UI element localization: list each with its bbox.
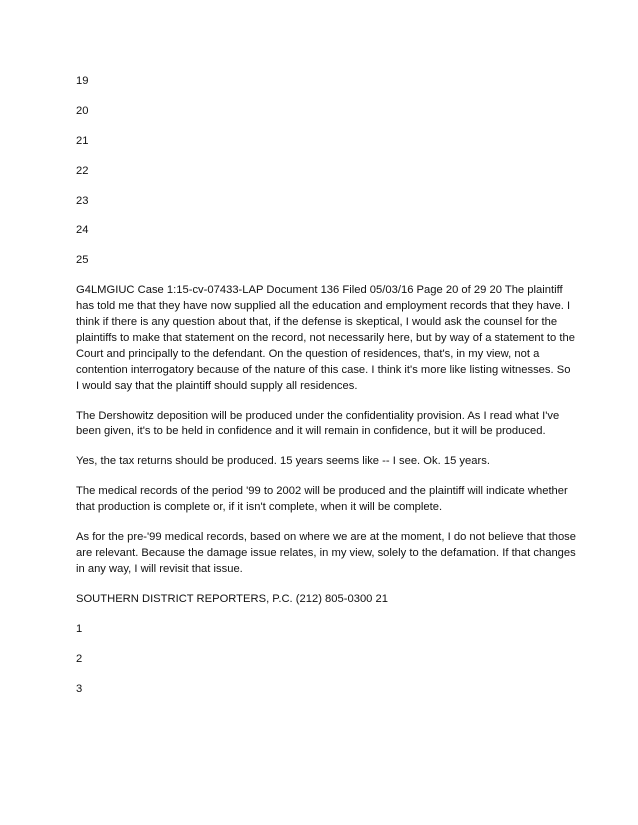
line-number: 3: [76, 682, 83, 695]
line-number: 20: [76, 104, 89, 117]
page-content: [76, 74, 576, 711]
line-number: 25: [76, 254, 89, 267]
transcript-paragraph-pre-99-records: As for the pre-'99 medical records, based on where we are at the moment, I do not believe that those are relevant. Because the damage issue relates, in my view, solely to the defamation. If that changes in any way, I will revisit that issue.: [76, 531, 577, 575]
transcript-paragraph-medical-records: The medical records of the period '99 to 2002 will be produced and the plaintiff will indicate whether that production is complete or, if it isn't complete, when it will be complete.: [76, 485, 568, 514]
line-number: 2: [76, 652, 83, 665]
line-number: 24: [76, 224, 89, 237]
reporter-footer: SOUTHERN DISTRICT REPORTERS, P.C. (212) 805-0300 21: [76, 592, 388, 605]
line-number: 19: [76, 75, 89, 87]
transcript-paragraph-header-ruling: G4LMGIUC Case 1:15-cv-07433-LAP Document 136 Filed 05/03/16 Page 20 of 29 20 The plaintiff has told me that they have now supplied all the education and employment records that they have. I think if there is any question about that, if the defense is skeptical, I would ask the counsel for the plaintiffs to make that statement on the record, not necessarily here, but by way of a statement to the Court and principally to the defendant. On the question of residences, that's, in my view, not a contention interrogatory because of the nature of this case. I think it's more like listing witnesses. So I would say that the plaintiff should supply all residences.: [76, 284, 575, 392]
transcript-paragraph-tax-returns: Yes, the tax returns should be produced. 15 years seems like -- I see. Ok. 15 years.: [76, 455, 490, 468]
line-number: 23: [76, 194, 89, 207]
line-number: 1: [76, 622, 83, 635]
transcript-paragraph-deposition: The Dershowitz deposition will be produced under the confidentiality provision. As I read what I've been given, it's to be held in confidence and it will remain in confidence, but it will be produced.: [76, 409, 560, 438]
line-number: 22: [76, 164, 89, 177]
line-number: 21: [76, 134, 89, 147]
